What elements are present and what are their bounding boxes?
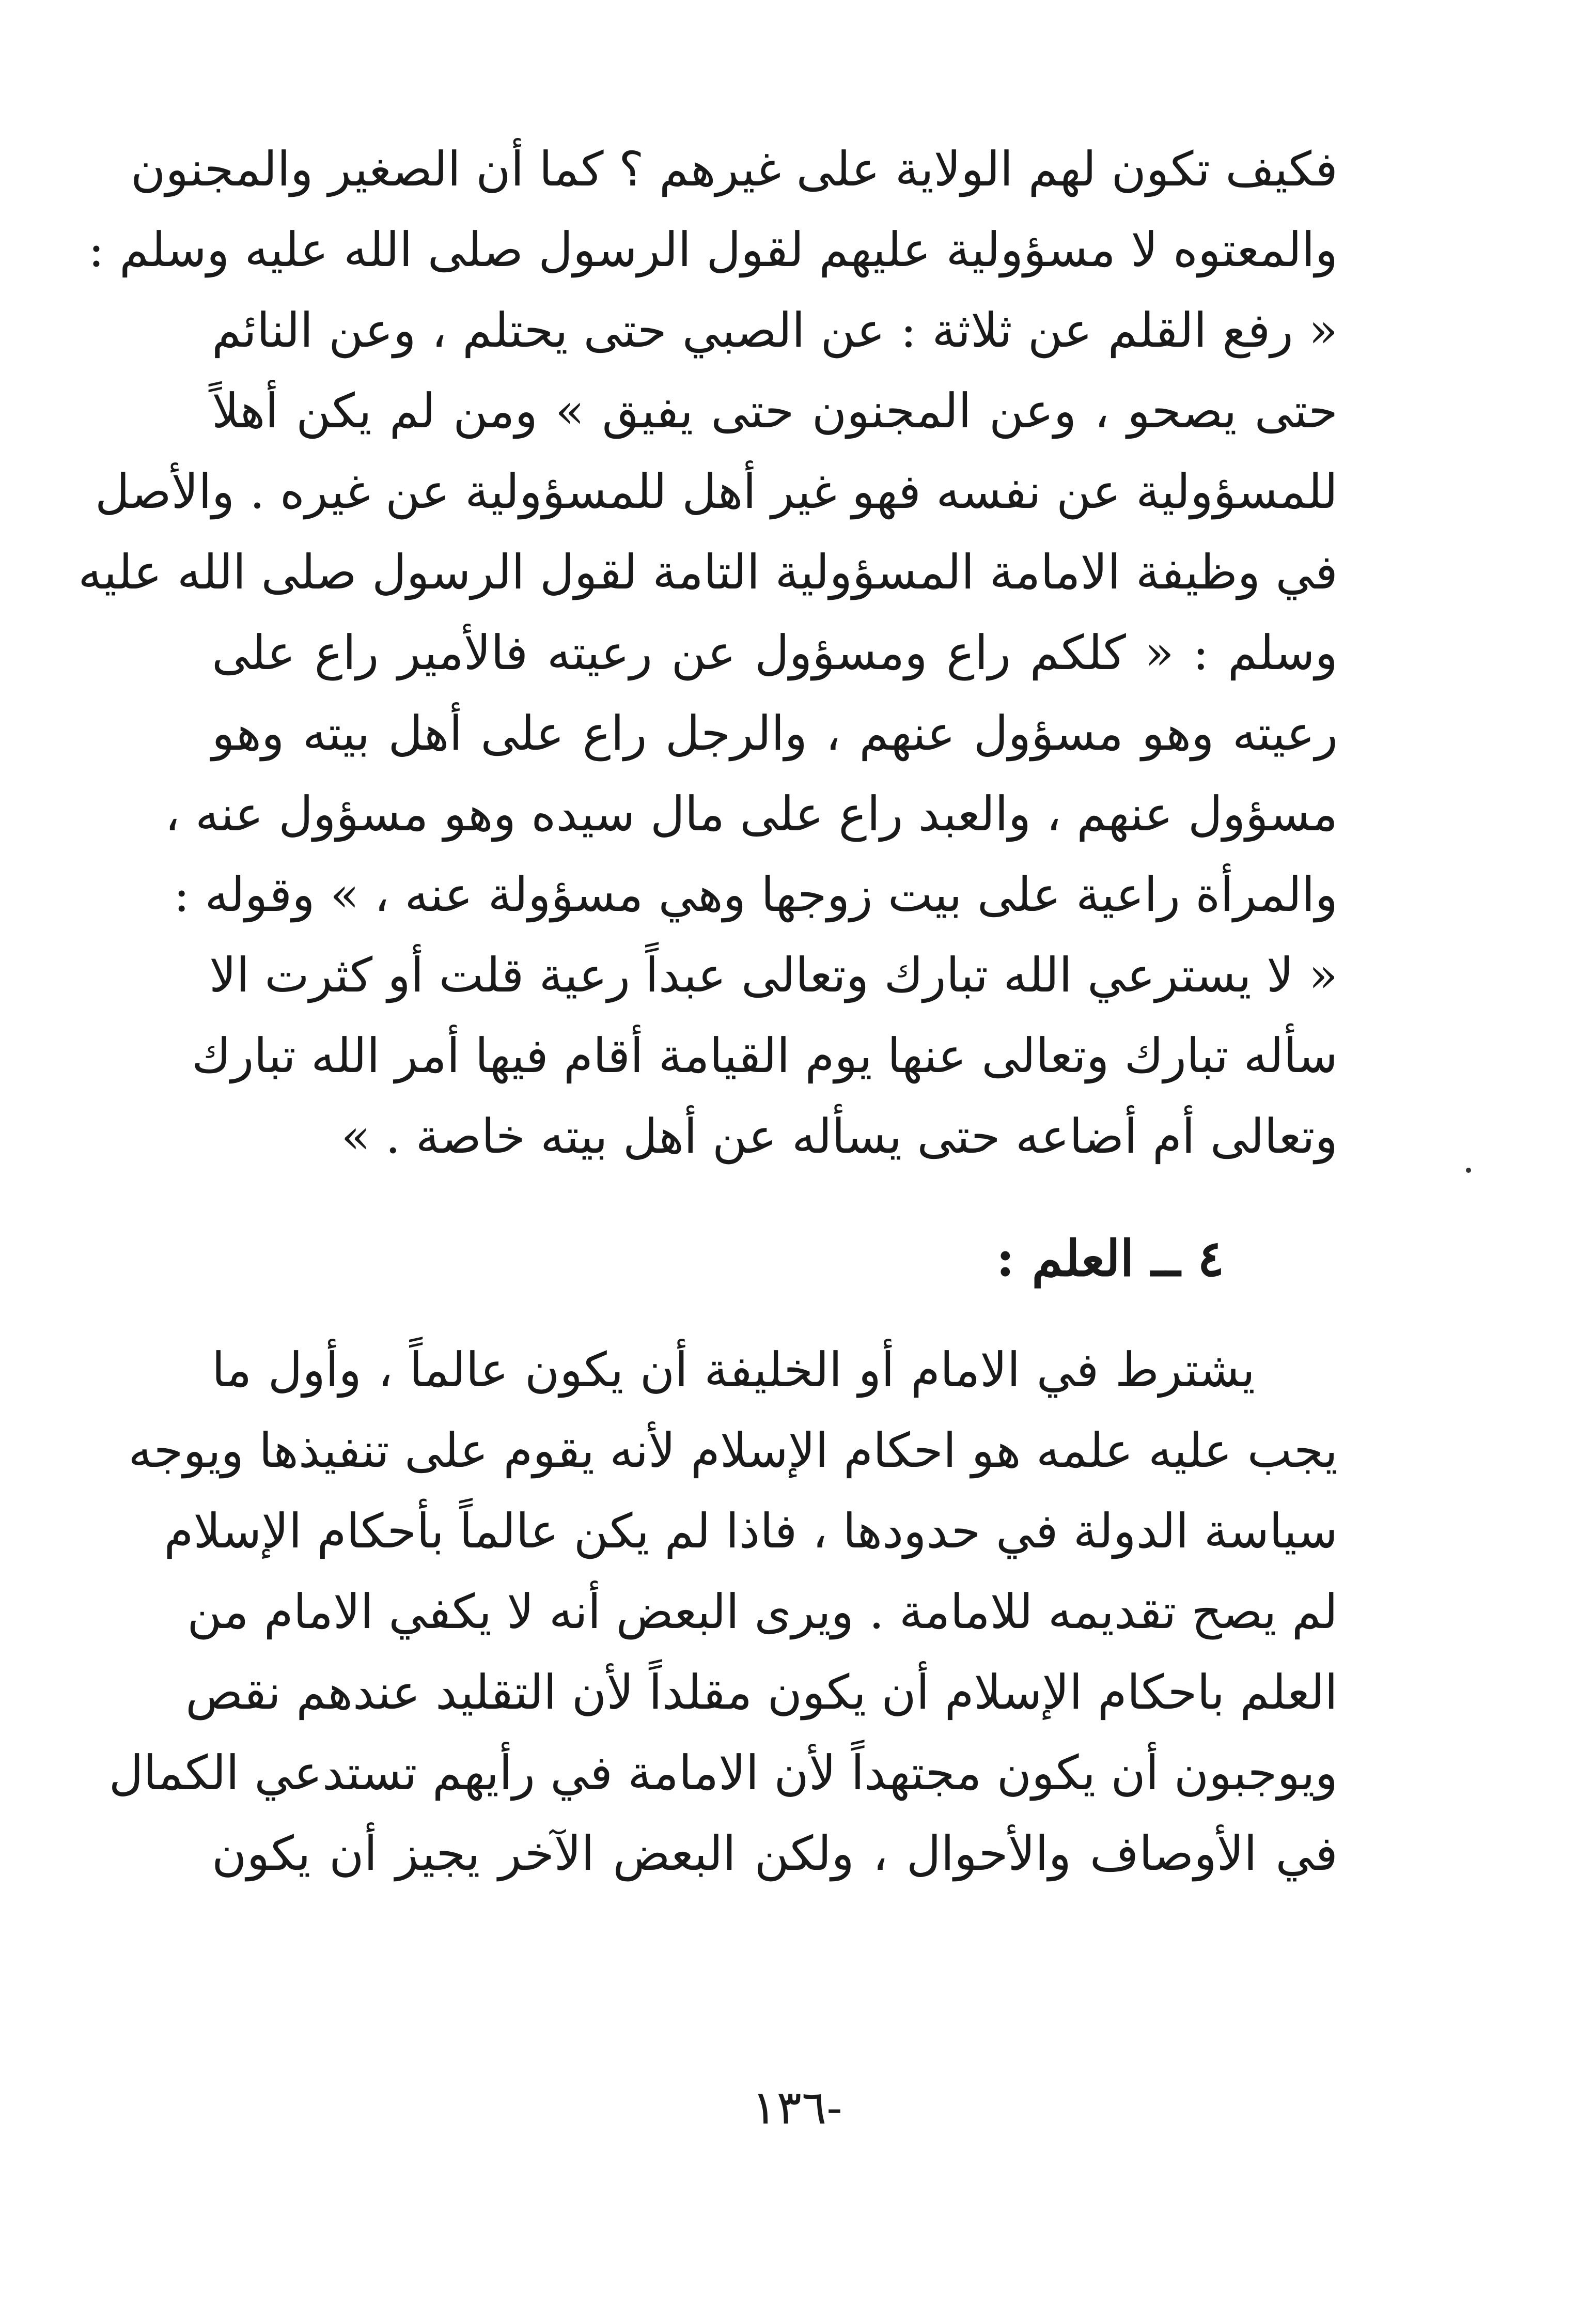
text-line: سأله تبارك وتعالى عنها يوم القيامة أقام فيها أمر الله تبارك bbox=[192, 1028, 1338, 1083]
text-line: في الأوصاف والأحوال ، ولكن البعض الآخر يجيز أن يكون bbox=[212, 1826, 1338, 1881]
text-line: سياسة الدولة في حدودها ، فاذا لم يكن عالماً بأحكام الإسلام bbox=[164, 1504, 1338, 1559]
text-line: وتعالى أم أضاعه حتى يسأله عن أهل بيته خاصة . » bbox=[341, 1109, 1338, 1164]
text-line: فكيف تكون لهم الولاية على غيرهم ؟ كما أن الصغير والمجنون bbox=[130, 142, 1338, 197]
text-line: والمرأة راعية على بيت زوجها وهي مسؤولة عنه ، » وقوله : bbox=[174, 867, 1338, 922]
stray-mark bbox=[1466, 1168, 1471, 1173]
text-line: وسلم : « كلكم راع ومسؤول عن رعيته فالأمير راع على bbox=[212, 625, 1338, 680]
text-line: في وظيفة الامامة المسؤولية التامة لقول الرسول صلى الله عليه bbox=[78, 545, 1338, 600]
text-line: « لا يسترعي الله تبارك وتعالى عبداً رعية قلت أو كثرت الا bbox=[209, 948, 1338, 1003]
section-heading: ٤ ــ العلم : bbox=[996, 1229, 1224, 1288]
page-body bbox=[78, 129, 1338, 1894]
text-line: لم يصح تقديمه للامامة . ويرى البعض أنه لا يكفي الامام من bbox=[187, 1584, 1338, 1639]
text-line: رعيته وهو مسؤول عنهم ، والرجل راع على أهل بيته وهو bbox=[212, 706, 1338, 761]
paragraph-1 bbox=[78, 129, 1338, 1177]
text-line: يشترط في الامام أو الخليفة أن يكون عالماً ، وأول ما bbox=[212, 1342, 1255, 1398]
paragraph-2 bbox=[108, 1330, 1338, 1894]
text-line: « رفع القلم عن ثلاثة : عن الصبي حتى يحتلم ، وعن النائم bbox=[212, 303, 1338, 358]
text-line: العلم باحكام الإسلام أن يكون مقلداً لأن التقليد عندهم نقص bbox=[185, 1665, 1338, 1720]
text-line: للمسؤولية عن نفسه فهو غير أهل للمسؤولية عن غيره . والأصل bbox=[95, 464, 1338, 519]
page-number: -١٣٦ bbox=[752, 2081, 842, 2135]
text-line: حتى يصحو ، وعن المجنون حتى يفيق » ومن لم يكن أهلاً bbox=[212, 383, 1338, 439]
text-line: ويوجبون أن يكون مجتهداً لأن الامامة في رأيهم تستدعي الكمال bbox=[108, 1745, 1338, 1801]
text-line: مسؤول عنهم ، والعبد راع على مال سيده وهو مسؤول عنه ، bbox=[165, 786, 1338, 842]
text-line: يجب عليه علمه هو احكام الإسلام لأنه يقوم على تنفيذها ويوجه bbox=[128, 1423, 1338, 1478]
text-line: والمعتوه لا مسؤولية عليهم لقول الرسول صلى الله عليه وسلم : bbox=[88, 222, 1338, 277]
